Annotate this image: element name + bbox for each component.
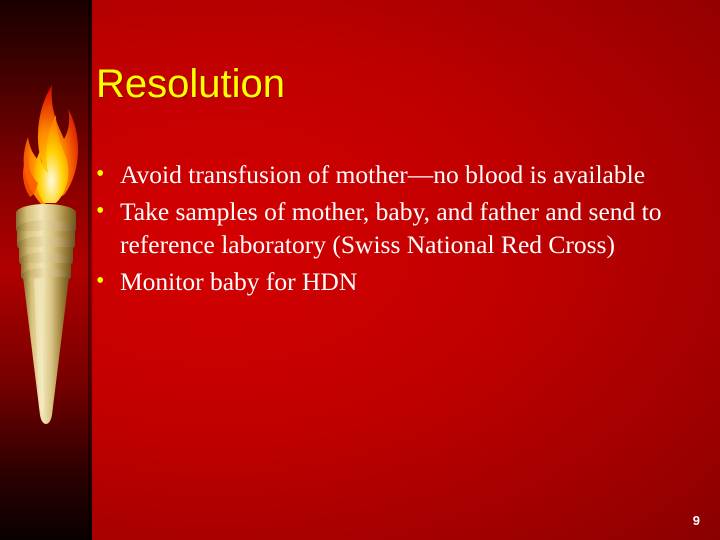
list-item-text: Avoid transfusion of mother—no blood is available — [120, 160, 646, 189]
list-item — [96, 158, 696, 191]
list-item — [96, 265, 696, 298]
bullet-list — [96, 158, 696, 302]
torch-handle — [23, 277, 69, 424]
bullet-marker-icon: • — [96, 161, 105, 187]
list-item-text: Monitor baby for HDN — [120, 267, 358, 296]
list-item-text: Take samples of mother, baby, and father and send to reference laboratory (Swiss National Red Cross) — [120, 197, 662, 259]
left-band-edge — [88, 0, 93, 540]
list-item — [96, 195, 696, 261]
page-title: Resolution — [96, 62, 286, 106]
torch-icon — [4, 55, 88, 430]
bullet-marker-icon: • — [96, 198, 105, 224]
bullet-marker-icon: • — [96, 268, 105, 294]
page-number: 9 — [692, 513, 700, 528]
